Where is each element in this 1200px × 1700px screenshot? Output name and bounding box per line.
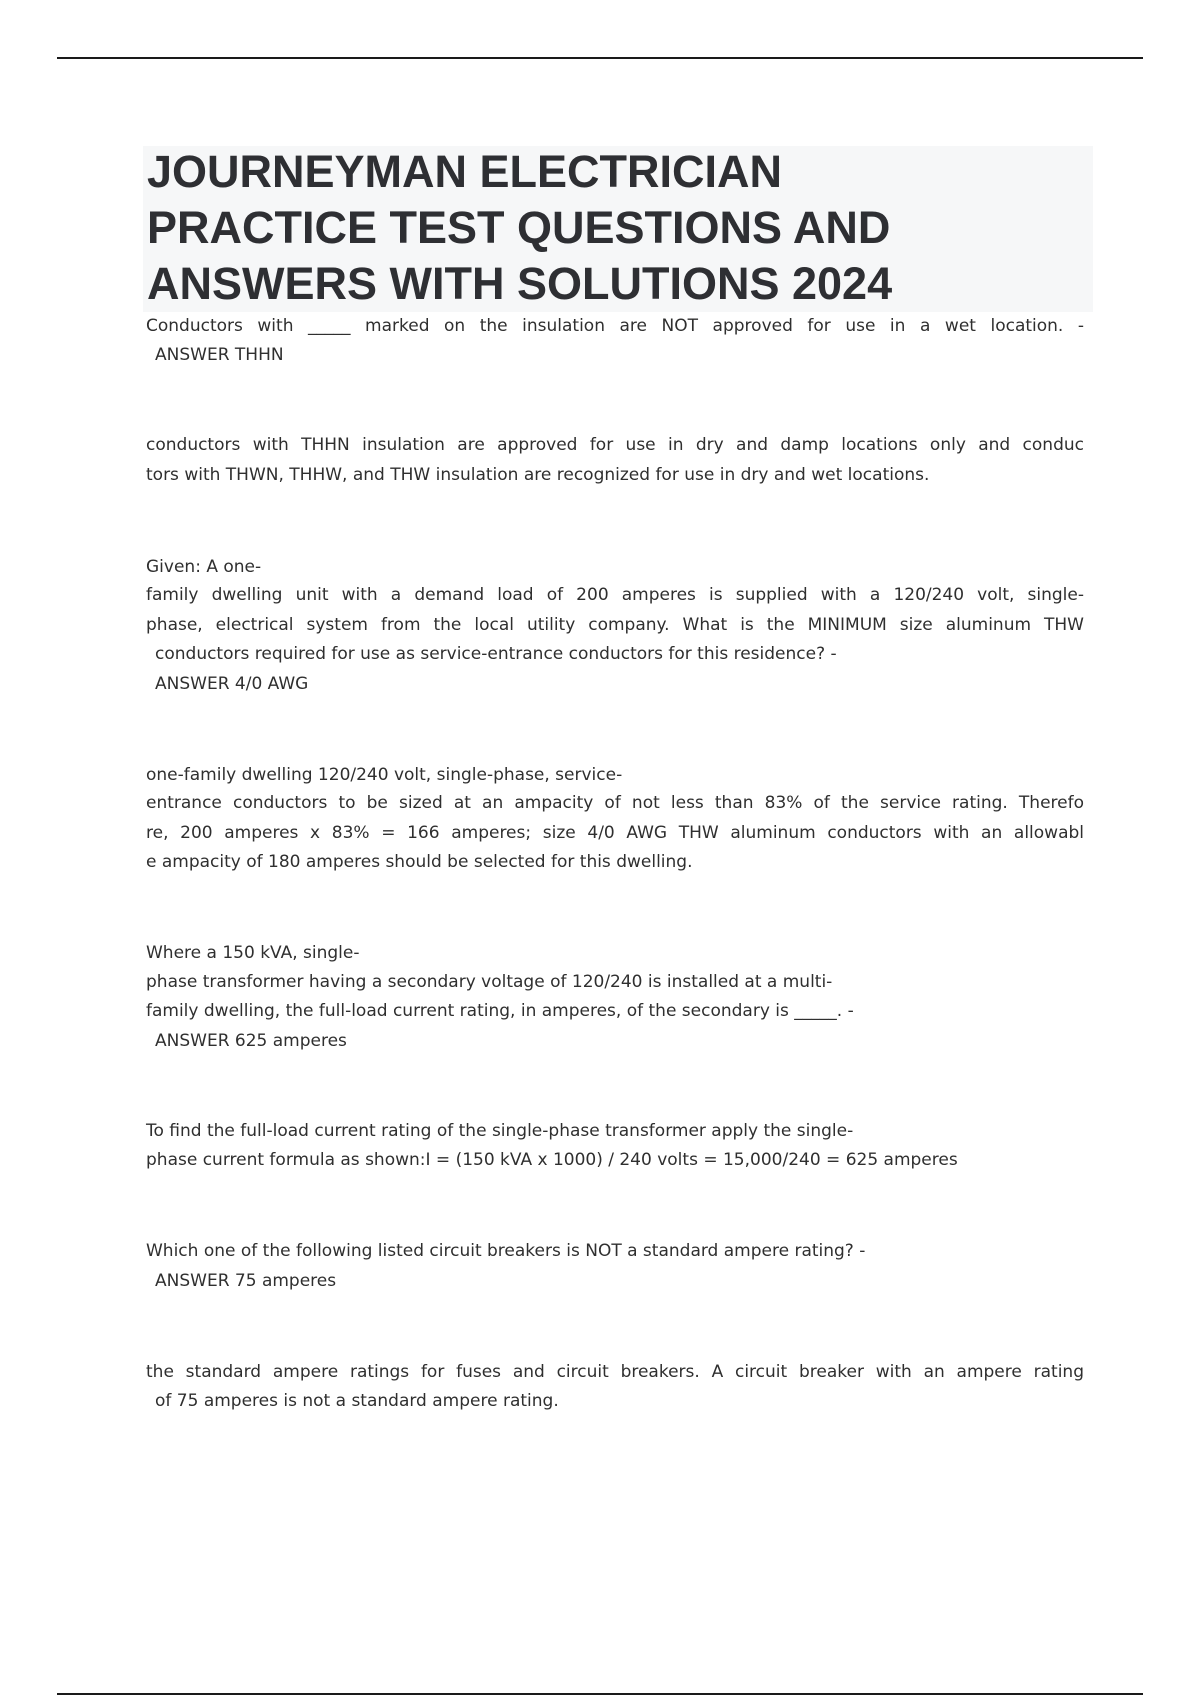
question-text: conductors required for use as service-entrance conductors for this residence? -: [155, 644, 837, 664]
explanation-text: the standard ampere ratings for fuses and circuit breakers. A circuit breaker with an ampere rating: [146, 1362, 1084, 1382]
explanation-text: conductors with THHN insulation are approved for use in dry and damp locations only and conduc: [146, 435, 1084, 455]
question-text: family dwelling, the full-load current rating, in amperes, of the secondary is _____. -: [146, 1001, 854, 1021]
explanation-text: of 75 amperes is not a standard ampere rating.: [155, 1391, 559, 1411]
explanation-text: tors with THWN, THHW, and THW insulation are recognized for use in dry and wet locations.: [146, 465, 930, 485]
explanation-text: re, 200 amperes x 83% = 166 amperes; size 4/0 AWG THW aluminum conductors with an allowabl: [146, 823, 1084, 843]
answer-text: ANSWER 625 amperes: [155, 1031, 347, 1051]
question-text: Given: A one-: [146, 557, 262, 577]
question-text: Where a 150 kVA, single-: [146, 943, 360, 963]
question-text: family dwelling unit with a demand load of 200 amperes is supplied with a 120/240 volt, single-: [146, 585, 1084, 605]
question-text: phase transformer having a secondary voltage of 120/240 is installed at a multi-: [146, 972, 833, 992]
explanation-text: e ampacity of 180 amperes should be selected for this dwelling.: [146, 852, 693, 872]
question-text: phase, electrical system from the local utility company. What is the MINIMUM size aluminum THW: [146, 615, 1084, 635]
explanation-text: phase current formula as shown:I = (150 kVA x 1000) / 240 volts = 15,000/240 = 625 amperes: [146, 1150, 958, 1170]
header-rule: [57, 57, 1143, 59]
question-text: Conductors with _____ marked on the insulation are NOT approved for use in a wet location. -: [146, 316, 1084, 336]
explanation-text: one-family dwelling 120/240 volt, single-phase, service-: [146, 765, 623, 785]
answer-text: ANSWER THHN: [155, 345, 284, 365]
title-line-3: ANSWERS WITH SOLUTIONS 2024: [147, 258, 893, 309]
title-line-2: PRACTICE TEST QUESTIONS AND: [147, 202, 891, 253]
title-line-1: JOURNEYMAN ELECTRICIAN: [147, 146, 783, 197]
question-text: Which one of the following listed circuit breakers is NOT a standard ampere rating? -: [146, 1241, 866, 1261]
answer-text: ANSWER 4/0 AWG: [155, 674, 309, 694]
answer-text: ANSWER 75 amperes: [155, 1271, 337, 1291]
document-title: [143, 146, 1093, 312]
footer-rule: [57, 1693, 1143, 1695]
explanation-text: entrance conductors to be sized at an ampacity of not less than 83% of the service rating. Therefo: [146, 793, 1084, 813]
explanation-text: To find the full-load current rating of the single-phase transformer apply the single-: [146, 1121, 854, 1141]
